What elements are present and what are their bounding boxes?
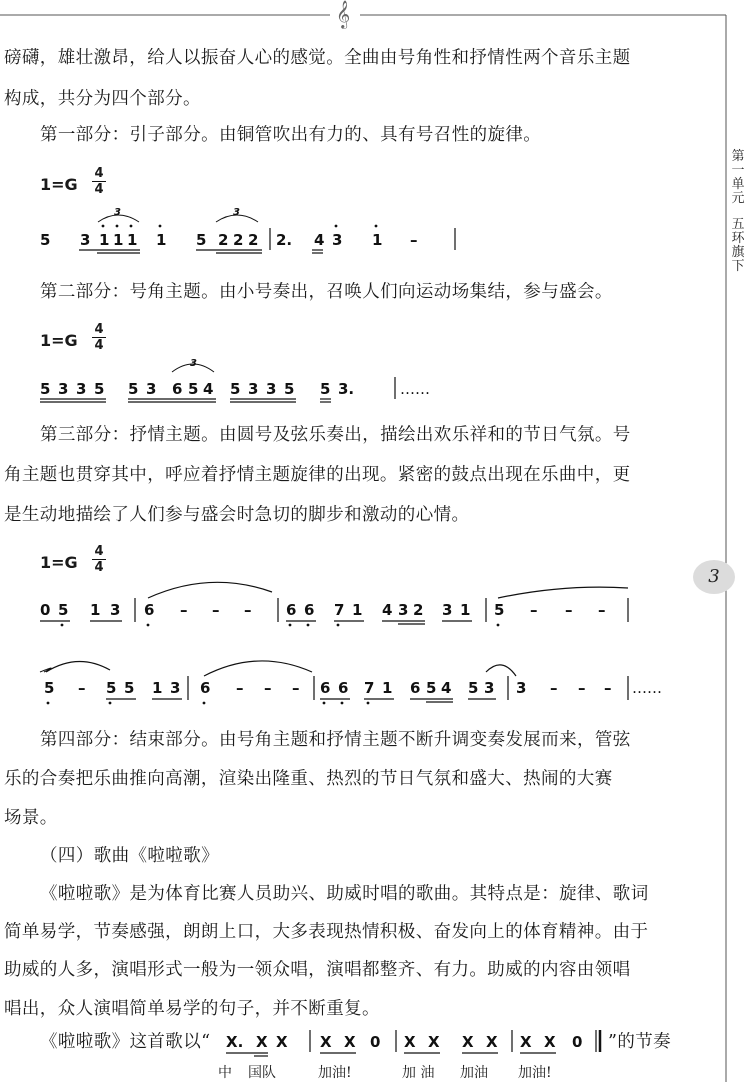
score2-note: 3 <box>266 380 277 398</box>
paragraph-lala-line4: 唱出，众人演唱简单易学的句子，并不断重复。 <box>4 999 380 1019</box>
key-signature-3: 1=G 4 4 <box>40 553 78 572</box>
score3-note: 1 <box>352 601 363 619</box>
rhythm-lyric: 加油! <box>518 1065 552 1081</box>
score1-note: 5 <box>40 231 51 249</box>
paragraph-intro-line1: 磅礴，雄壮激昂，给人以振奋人心的感觉。全曲由号角性和抒情性两个音乐主题 <box>4 48 631 68</box>
score3-note: 5 <box>58 601 69 619</box>
paragraph-part-four-line3: 场景。 <box>4 808 58 828</box>
rhythm-note: X <box>462 1033 474 1051</box>
score2-note: 5 <box>230 380 241 398</box>
page-number: 3 <box>693 560 735 594</box>
score2-note: 5 <box>94 380 105 398</box>
score3b-note: 6 <box>320 679 331 697</box>
key-signature-2: 1=G 4 4 <box>40 331 78 350</box>
score1-note: 2 <box>248 231 259 249</box>
score1-note: 2. <box>276 231 293 249</box>
score3-ending: …… <box>632 679 662 697</box>
score3b-note: 3 <box>484 679 495 697</box>
score2-tuplet: 3 <box>190 358 197 369</box>
score3b-note: 1 <box>382 679 393 697</box>
score3-note: – <box>598 601 606 619</box>
score2-note: 3 <box>76 380 87 398</box>
rhythm-note: X <box>344 1033 356 1051</box>
score3b-note: – <box>604 679 612 697</box>
score3b-note: 4 <box>441 679 452 697</box>
score3-note: 1 <box>90 601 101 619</box>
paragraph-part-four-line1: 第四部分：结束部分。由号角主题和抒情主题不断升调变奏发展而来，管弦 <box>40 730 631 750</box>
score2-note: 4 <box>203 380 214 398</box>
rhythm-note: 0 <box>572 1033 583 1051</box>
score3-note: 3 <box>398 601 409 619</box>
side-tab-unit-title: 第 一 单 元 五 环 旗 下 <box>731 149 745 274</box>
rhythm-note: X <box>520 1033 532 1051</box>
score3b-note: 5 <box>468 679 479 697</box>
score3-note: – <box>565 601 573 619</box>
score-1 <box>40 207 455 253</box>
score-2 <box>40 358 430 402</box>
rhythm-lyric: 加油 <box>460 1065 488 1081</box>
score3b-note: – <box>550 679 558 697</box>
score3b-note: 5 <box>44 679 55 697</box>
score1-note: 4 <box>314 231 325 249</box>
score3b-note: 5 <box>426 679 437 697</box>
score2-note: 6 <box>172 380 183 398</box>
score3b-note: 3 <box>170 679 181 697</box>
score-3-line-2 <box>40 661 662 704</box>
score1-note: 1 <box>113 231 124 249</box>
treble-clef-icon: 𝄞 <box>336 0 351 28</box>
paragraph-part-three-line2: 角主题也贯穿其中，呼应着抒情主题旋律的出现。紧密的鼓点出现在乐曲中，更 <box>4 465 631 485</box>
score3b-note: 5 <box>124 679 135 697</box>
score1-note: 2 <box>218 231 229 249</box>
paragraph-part-four-line2: 乐的合奏把乐曲推向高潮，渲染出隆重、热烈的节日气氛和盛大、热闹的大赛 <box>4 769 613 789</box>
rhythm-lyric: 中 <box>218 1065 232 1081</box>
score2-note: 5 <box>320 380 331 398</box>
score3-note: 2 <box>413 601 424 619</box>
paragraph-lala-rhythm-start: 《啦啦歌》这首歌以“ <box>40 1032 211 1052</box>
score3b-note: – <box>264 679 272 697</box>
rhythm-pattern <box>226 1030 600 1056</box>
rhythm-note: X <box>486 1033 498 1051</box>
rhythm-lyric: 加油! <box>318 1065 352 1081</box>
score2-note: 3 <box>146 380 157 398</box>
score2-note: 5 <box>188 380 199 398</box>
score3b-note: – <box>578 679 586 697</box>
score1-note: 3 <box>332 231 343 249</box>
score1-note: 1 <box>156 231 167 249</box>
score1-tuplet: 3 <box>114 207 121 218</box>
score1-note: 2 <box>233 231 244 249</box>
score3-note: – <box>244 601 252 619</box>
section-heading: （四）歌曲《啦啦歌》 <box>40 846 219 866</box>
score3b-note: – <box>78 679 86 697</box>
score3-note: 6 <box>144 601 155 619</box>
rhythm-note: X <box>320 1033 332 1051</box>
rhythm-note: X <box>544 1033 556 1051</box>
score3-note: – <box>180 601 188 619</box>
rhythm-note: X <box>256 1033 268 1051</box>
score3-note: 5 <box>494 601 505 619</box>
score3b-note: 7 <box>364 679 375 697</box>
score3-note: 1 <box>460 601 471 619</box>
score3b-note: 5 <box>106 679 117 697</box>
score3-note: – <box>212 601 220 619</box>
rhythm-lyric: 国队 <box>248 1065 276 1081</box>
score1-note: 1 <box>372 231 383 249</box>
score3b-note: – <box>236 679 244 697</box>
score3-note: 3 <box>110 601 121 619</box>
score3-note: 3 <box>442 601 453 619</box>
paragraph-lala-line1: 《啦啦歌》是为体育比赛人员助兴、助威时唱的歌曲。其特点是：旋律、歌词 <box>40 884 649 904</box>
score1-tuplet: 3 <box>233 207 240 218</box>
score2-note: 3 <box>248 380 259 398</box>
score2-note: 5 <box>128 380 139 398</box>
score3-note: 4 <box>382 601 393 619</box>
score3b-note: – <box>292 679 300 697</box>
paragraph-lala-rhythm-end: ”的节奏 <box>608 1032 672 1052</box>
score3b-note: 1 <box>152 679 163 697</box>
score1-note: 5 <box>196 231 207 249</box>
score3b-note: 3 <box>516 679 527 697</box>
score3-note: 6 <box>286 601 297 619</box>
paragraph-lala-line3: 助威的人多，演唱形式一般为一领众唱，演唱都整齐、有力。助威的内容由领唱 <box>4 960 631 980</box>
paragraph-intro-line2: 构成，共分为四个部分。 <box>4 89 201 109</box>
score3b-note: 6 <box>200 679 211 697</box>
score3-note: – <box>530 601 538 619</box>
score1-note: 3 <box>80 231 91 249</box>
score3b-note: 6 <box>338 679 349 697</box>
score2-note: 3. <box>338 380 355 398</box>
score3-note: 7 <box>334 601 345 619</box>
rhythm-note: X <box>404 1033 416 1051</box>
rhythm-note: X. <box>226 1033 244 1051</box>
score2-ending: …… <box>400 380 430 398</box>
score1-note: 1 <box>127 231 138 249</box>
paragraph-part-two: 第二部分：号角主题。由小号奏出，召唤人们向运动场集结，参与盛会。 <box>40 282 613 302</box>
score-3-line-1 <box>40 582 628 626</box>
rhythm-lyric: 加 油 <box>402 1065 435 1081</box>
paragraph-part-three-line3: 是生动地描绘了人们参与盛会时急切的脚步和激动的心情。 <box>4 505 470 525</box>
score2-note: 5 <box>284 380 295 398</box>
rhythm-note: X <box>276 1033 288 1051</box>
rhythm-note: 0 <box>370 1033 381 1051</box>
score3-note: 0 <box>40 601 51 619</box>
key-signature-1: 1=G 4 4 <box>40 175 78 194</box>
score3-note: 6 <box>304 601 315 619</box>
paragraph-part-one: 第一部分：引子部分。由铜管吹出有力的、具有号召性的旋律。 <box>40 125 542 145</box>
score3b-note: 6 <box>410 679 421 697</box>
paragraph-part-three-line1: 第三部分：抒情主题。由圆号及弦乐奏出，描绘出欢乐祥和的节日气氛。号 <box>40 425 631 445</box>
score1-note: 1 <box>99 231 110 249</box>
score2-note: 3 <box>58 380 69 398</box>
rhythm-note: X <box>428 1033 440 1051</box>
paragraph-lala-line2: 简单易学，节奏感强，朗朗上口，大多表现热情积极、奋发向上的体育精神。由于 <box>4 922 649 942</box>
score2-note: 5 <box>40 380 51 398</box>
score1-note: – <box>410 231 418 249</box>
